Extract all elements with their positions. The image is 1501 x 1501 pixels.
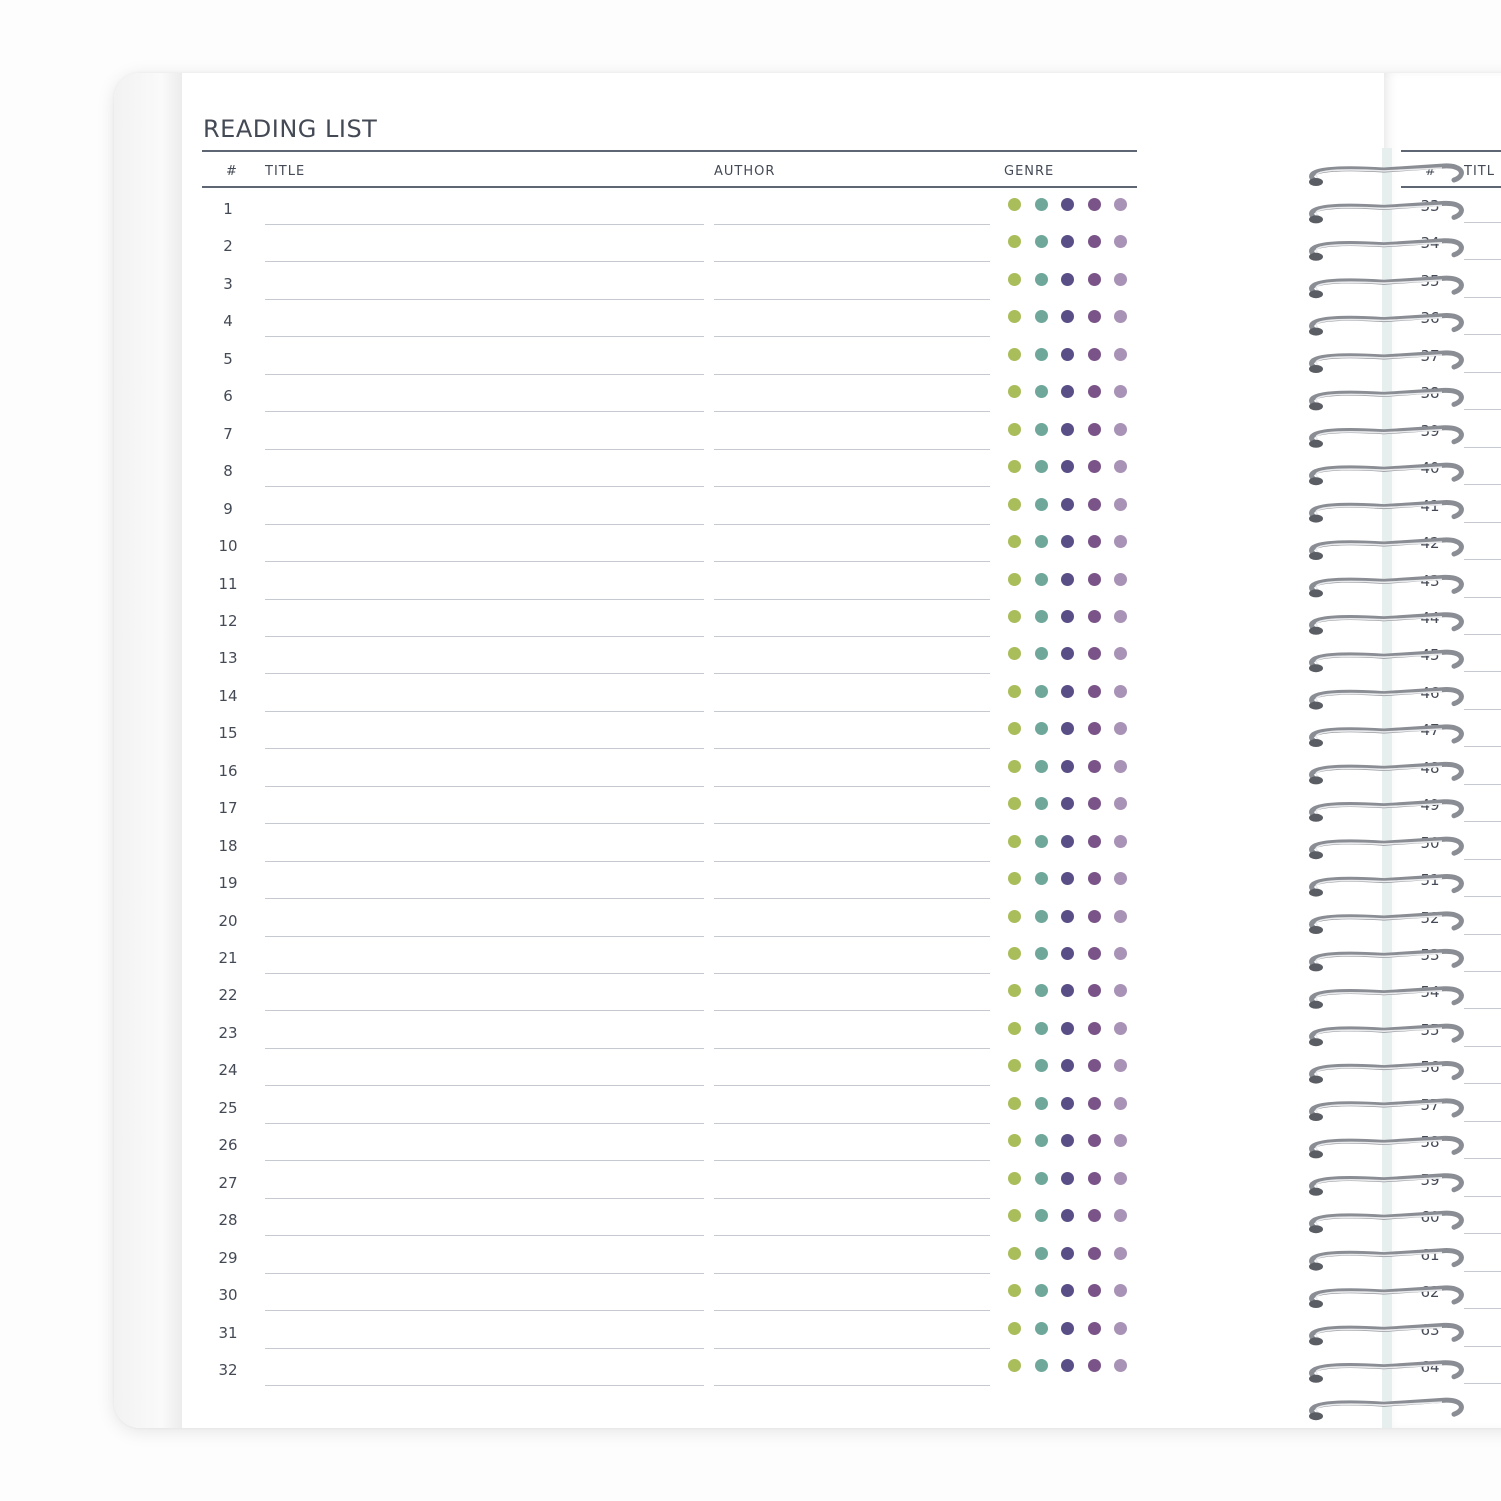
genre-dot[interactable]: [1035, 984, 1048, 997]
title-line[interactable]: [265, 299, 704, 300]
row-number: 47: [1420, 721, 1440, 740]
genre-dot[interactable]: [1088, 535, 1101, 548]
genre-dot[interactable]: [1088, 797, 1101, 810]
genre-dot[interactable]: [1088, 760, 1101, 773]
title-line[interactable]: [265, 261, 704, 262]
page-title: READING LIST: [203, 115, 378, 143]
genre-dot[interactable]: [1088, 1097, 1101, 1110]
row-number: 32: [218, 1360, 238, 1379]
row-number: 40: [1420, 459, 1440, 478]
genre-dot[interactable]: [1114, 1022, 1127, 1035]
row-number: 56: [1420, 1058, 1440, 1077]
genre-dot[interactable]: [1088, 910, 1101, 923]
genre-dot[interactable]: [1061, 348, 1074, 361]
author-line[interactable]: [714, 636, 990, 637]
row-number: 2: [223, 237, 233, 256]
row-number: 18: [218, 836, 238, 855]
genre-dot[interactable]: [1061, 1247, 1074, 1260]
genre-dot[interactable]: [1035, 535, 1048, 548]
genre-dot[interactable]: [1061, 910, 1074, 923]
genre-dot[interactable]: [1008, 835, 1021, 848]
genre-dot[interactable]: [1008, 1359, 1021, 1372]
genre-dot[interactable]: [1088, 947, 1101, 960]
row-number: 22: [218, 986, 238, 1005]
author-line[interactable]: [714, 1235, 990, 1236]
genre-dot[interactable]: [1088, 498, 1101, 511]
genre-dot[interactable]: [1035, 498, 1048, 511]
genre-dot[interactable]: [1008, 760, 1021, 773]
author-line[interactable]: [714, 936, 990, 937]
row-number: 13: [218, 649, 238, 668]
genre-dot[interactable]: [1035, 835, 1048, 848]
row-number: 15: [218, 724, 238, 743]
author-line[interactable]: [714, 599, 990, 600]
row-number: 49: [1420, 796, 1440, 815]
genre-dot[interactable]: [1035, 1359, 1048, 1372]
genre-dot[interactable]: [1088, 1209, 1101, 1222]
title-line[interactable]: [265, 936, 704, 937]
row-number: 23: [218, 1023, 238, 1042]
row-number: 21: [218, 949, 238, 967]
genre-dot[interactable]: [1061, 198, 1074, 211]
title-line[interactable]: [265, 636, 704, 637]
genre-dot[interactable]: [1035, 722, 1048, 735]
title-line[interactable]: [265, 336, 704, 337]
title-line[interactable]: [265, 1048, 704, 1049]
genre-dot[interactable]: [1114, 423, 1127, 436]
title-line[interactable]: [265, 673, 704, 674]
row-number: 25: [218, 1098, 238, 1117]
genre-dot[interactable]: [1088, 1247, 1101, 1260]
row-number: 42: [1420, 534, 1440, 553]
row-number: 57: [1420, 1095, 1440, 1114]
genre-dot[interactable]: [1088, 348, 1101, 361]
row-number: 30: [218, 1286, 238, 1305]
header-genre: GENRE: [1004, 164, 1055, 179]
row-number: 29: [218, 1248, 238, 1267]
genre-dot[interactable]: [1035, 760, 1048, 773]
row-number: 58: [1420, 1133, 1440, 1152]
row-number: 55: [1420, 1020, 1440, 1039]
author-line[interactable]: [714, 524, 990, 525]
title-line[interactable]: [265, 748, 704, 749]
genre-dot[interactable]: [1061, 535, 1074, 548]
genre-dot[interactable]: [1088, 610, 1101, 623]
row-number: 60: [1420, 1208, 1440, 1227]
genre-dot[interactable]: [1061, 423, 1074, 436]
author-line[interactable]: [714, 1273, 990, 1274]
row-number: 33: [1420, 197, 1440, 215]
title-line[interactable]: [265, 1385, 704, 1386]
genre-dot[interactable]: [1114, 760, 1127, 773]
spine-strip: [1382, 148, 1392, 1428]
row-number: 53: [1420, 946, 1440, 964]
title-line[interactable]: [265, 1085, 704, 1086]
genre-dot[interactable]: [1035, 573, 1048, 586]
author-line[interactable]: [714, 1123, 990, 1124]
genre-dot[interactable]: [1035, 1284, 1048, 1297]
row-number: 48: [1420, 758, 1440, 777]
row-number: 44: [1420, 608, 1440, 627]
genre-dot[interactable]: [1008, 573, 1021, 586]
genre-dot[interactable]: [1114, 685, 1127, 698]
right-header-title: TITL: [1464, 164, 1495, 179]
genre-dot[interactable]: [1035, 685, 1048, 698]
author-line[interactable]: [714, 1160, 990, 1161]
genre-dot[interactable]: [1035, 797, 1048, 810]
genre-dot[interactable]: [1008, 498, 1021, 511]
row-number: 27: [218, 1173, 238, 1192]
genre-dot[interactable]: [1088, 198, 1101, 211]
header-title: TITLE: [265, 164, 306, 179]
row-number: 38: [1420, 384, 1440, 403]
author-line[interactable]: [714, 374, 990, 375]
row-number: 61: [1420, 1245, 1440, 1264]
row-number: 14: [218, 686, 238, 705]
title-line[interactable]: [265, 411, 704, 412]
row-number: 3: [223, 274, 233, 293]
genre-dot[interactable]: [1088, 273, 1101, 286]
author-line[interactable]: [714, 336, 990, 337]
author-line[interactable]: [714, 1385, 990, 1386]
genre-dot[interactable]: [1088, 647, 1101, 660]
genre-dot[interactable]: [1088, 310, 1101, 323]
row-number: 35: [1420, 271, 1440, 290]
genre-dot[interactable]: [1008, 423, 1021, 436]
genre-dot[interactable]: [1114, 947, 1127, 960]
genre-dot[interactable]: [1008, 910, 1021, 923]
genre-dot[interactable]: [1035, 348, 1048, 361]
author-line[interactable]: [714, 898, 990, 899]
title-line[interactable]: [265, 1198, 704, 1199]
author-line[interactable]: [714, 449, 990, 450]
title-line[interactable]: [265, 1123, 704, 1124]
genre-dot[interactable]: [1114, 1322, 1127, 1335]
title-line[interactable]: [265, 711, 704, 712]
author-line[interactable]: [714, 748, 990, 749]
genre-dot[interactable]: [1061, 1322, 1074, 1335]
genre-dot[interactable]: [1114, 273, 1127, 286]
back-cover-edge: [114, 73, 182, 1428]
row-number: 26: [218, 1136, 238, 1155]
row-number: 19: [218, 874, 238, 893]
genre-dot[interactable]: [1035, 647, 1048, 660]
open-planner: [114, 73, 1501, 1428]
row-number: 41: [1420, 496, 1440, 515]
genre-dot[interactable]: [1114, 535, 1127, 548]
row-number: 6: [223, 387, 233, 406]
genre-dot[interactable]: [1114, 1097, 1127, 1110]
author-line[interactable]: [714, 486, 990, 487]
title-line[interactable]: [265, 524, 704, 525]
genre-dot[interactable]: [1008, 1322, 1021, 1335]
genre-dot[interactable]: [1088, 235, 1101, 248]
row-number: 45: [1420, 646, 1440, 665]
row-number: 28: [218, 1211, 238, 1230]
title-line[interactable]: [265, 561, 704, 562]
row-number: 43: [1420, 571, 1440, 590]
author-line[interactable]: [714, 299, 990, 300]
genre-dot[interactable]: [1088, 1284, 1101, 1297]
genre-dot[interactable]: [1114, 573, 1127, 586]
row-number: 12: [218, 611, 238, 630]
title-line[interactable]: [265, 786, 704, 787]
title-line[interactable]: [265, 449, 704, 450]
genre-dot[interactable]: [1088, 1022, 1101, 1035]
title-line[interactable]: [265, 861, 704, 862]
row-number: 36: [1420, 309, 1440, 328]
genre-dot[interactable]: [1008, 947, 1021, 960]
genre-dot[interactable]: [1035, 1097, 1048, 1110]
header-author: AUTHOR: [714, 164, 776, 179]
genre-dot[interactable]: [1035, 947, 1048, 960]
title-line[interactable]: [265, 1235, 704, 1236]
author-line[interactable]: [714, 561, 990, 562]
title-line[interactable]: [265, 973, 704, 974]
genre-dot[interactable]: [1061, 1172, 1074, 1185]
title-line[interactable]: [265, 224, 704, 225]
author-line[interactable]: [714, 973, 990, 974]
genre-dot[interactable]: [1114, 1247, 1127, 1260]
row-number: 9: [223, 499, 233, 518]
genre-dot[interactable]: [1088, 1172, 1101, 1185]
author-line[interactable]: [714, 224, 990, 225]
genre-dot[interactable]: [1061, 1284, 1074, 1297]
genre-dot[interactable]: [1114, 1284, 1127, 1297]
genre-dot[interactable]: [1114, 348, 1127, 361]
genre-dot[interactable]: [1061, 498, 1074, 511]
author-line[interactable]: [714, 786, 990, 787]
genre-dot[interactable]: [1035, 1172, 1048, 1185]
genre-dot[interactable]: [1035, 460, 1048, 473]
genre-dot[interactable]: [1088, 385, 1101, 398]
author-line[interactable]: [714, 1085, 990, 1086]
right-header-number: #: [1425, 164, 1437, 179]
genre-dot[interactable]: [1008, 1247, 1021, 1260]
row-number: 64: [1420, 1357, 1440, 1376]
header-number: #: [226, 164, 238, 179]
genre-dot[interactable]: [1008, 535, 1021, 548]
genre-dot[interactable]: [1088, 872, 1101, 885]
genre-dot[interactable]: [1061, 947, 1074, 960]
genre-dot[interactable]: [1035, 610, 1048, 623]
author-line[interactable]: [714, 1310, 990, 1311]
row-number: 11: [218, 574, 238, 593]
row-number: 5: [223, 349, 233, 368]
genre-dot[interactable]: [1088, 1359, 1101, 1372]
genre-dot[interactable]: [1008, 273, 1021, 286]
genre-dot[interactable]: [1061, 573, 1074, 586]
row-number: 20: [218, 911, 238, 930]
genre-dot[interactable]: [1088, 1134, 1101, 1147]
genre-dot[interactable]: [1008, 610, 1021, 623]
genre-dot[interactable]: [1088, 835, 1101, 848]
row-number: 39: [1420, 421, 1440, 440]
genre-dot[interactable]: [1114, 498, 1127, 511]
genre-dot[interactable]: [1061, 1097, 1074, 1110]
genre-dot[interactable]: [1114, 198, 1127, 211]
genre-dot[interactable]: [1114, 1172, 1127, 1185]
genre-dot[interactable]: [1008, 1097, 1021, 1110]
genre-dot[interactable]: [1061, 685, 1074, 698]
genre-dot[interactable]: [1088, 423, 1101, 436]
author-line[interactable]: [714, 861, 990, 862]
author-line[interactable]: [714, 1048, 990, 1049]
genre-dot[interactable]: [1061, 273, 1074, 286]
genre-dot[interactable]: [1114, 872, 1127, 885]
author-line[interactable]: [714, 1010, 990, 1011]
genre-dot[interactable]: [1114, 910, 1127, 923]
author-line[interactable]: [714, 673, 990, 674]
genre-dot[interactable]: [1035, 1134, 1048, 1147]
genre-dot[interactable]: [1088, 1322, 1101, 1335]
row-number: 54: [1420, 983, 1440, 1002]
genre-dot[interactable]: [1114, 1359, 1127, 1372]
row-number: 59: [1420, 1170, 1440, 1189]
author-line[interactable]: [714, 1348, 990, 1349]
genre-dot[interactable]: [1114, 610, 1127, 623]
genre-dot[interactable]: [1008, 1172, 1021, 1185]
genre-dot[interactable]: [1114, 835, 1127, 848]
row-number: 16: [218, 761, 238, 780]
title-line[interactable]: [265, 1348, 704, 1349]
title-line[interactable]: [265, 823, 704, 824]
genre-dot[interactable]: [1088, 984, 1101, 997]
genre-dot[interactable]: [1035, 310, 1048, 323]
row-number: 10: [218, 537, 238, 556]
genre-dot[interactable]: [1035, 1322, 1048, 1335]
genre-dot[interactable]: [1008, 1284, 1021, 1297]
title-rule: [202, 150, 1137, 152]
row-number: 7: [223, 424, 233, 443]
row-number: 24: [218, 1061, 238, 1080]
genre-dot[interactable]: [1035, 1022, 1048, 1035]
author-line[interactable]: [714, 823, 990, 824]
row-number: 4: [223, 312, 233, 331]
genre-dot[interactable]: [1035, 385, 1048, 398]
row-number: 52: [1420, 908, 1440, 927]
genre-dot[interactable]: [1035, 1209, 1048, 1222]
genre-dot[interactable]: [1088, 460, 1101, 473]
row-number: 51: [1420, 871, 1440, 890]
genre-dot[interactable]: [1035, 1247, 1048, 1260]
genre-dot[interactable]: [1061, 760, 1074, 773]
genre-dot[interactable]: [1008, 198, 1021, 211]
title-line[interactable]: [265, 486, 704, 487]
author-line[interactable]: [714, 1198, 990, 1199]
row-number: 46: [1420, 683, 1440, 702]
genre-dot[interactable]: [1008, 685, 1021, 698]
title-line[interactable]: [265, 898, 704, 899]
row-number: 63: [1420, 1320, 1440, 1339]
genre-dot[interactable]: [1088, 685, 1101, 698]
row-number: 50: [1420, 833, 1440, 852]
row-number: 62: [1420, 1283, 1440, 1302]
genre-dot[interactable]: [1035, 1059, 1048, 1072]
genre-dot[interactable]: [1035, 910, 1048, 923]
title-line[interactable]: [265, 1310, 704, 1311]
genre-dot[interactable]: [1088, 722, 1101, 735]
genre-dot[interactable]: [1008, 872, 1021, 885]
genre-dot[interactable]: [1061, 872, 1074, 885]
genre-dot[interactable]: [1035, 198, 1048, 211]
title-line[interactable]: [265, 599, 704, 600]
genre-dot[interactable]: [1061, 835, 1074, 848]
genre-dot[interactable]: [1061, 1022, 1074, 1035]
title-line[interactable]: [265, 1273, 704, 1274]
row-number: 34: [1420, 234, 1440, 253]
genre-dot[interactable]: [1061, 1359, 1074, 1372]
genre-dot[interactable]: [1035, 273, 1048, 286]
genre-dot[interactable]: [1035, 872, 1048, 885]
genre-dot[interactable]: [1008, 1022, 1021, 1035]
title-line[interactable]: [265, 1160, 704, 1161]
title-line[interactable]: [265, 1010, 704, 1011]
author-line[interactable]: [714, 261, 990, 262]
author-line[interactable]: [714, 711, 990, 712]
genre-dot[interactable]: [1061, 610, 1074, 623]
genre-dot[interactable]: [1035, 423, 1048, 436]
row-number: 31: [218, 1323, 238, 1342]
genre-dot[interactable]: [1035, 235, 1048, 248]
row-number: 8: [223, 462, 233, 481]
row-number: 17: [218, 799, 238, 818]
genre-dot[interactable]: [1008, 348, 1021, 361]
genre-dot[interactable]: [1088, 1059, 1101, 1072]
spiral-binding: [1294, 148, 1484, 1428]
genre-dot[interactable]: [1088, 573, 1101, 586]
title-line[interactable]: [265, 374, 704, 375]
row-number: 37: [1420, 346, 1440, 365]
row-number: 1: [223, 200, 233, 218]
author-line[interactable]: [714, 411, 990, 412]
header-rule: [202, 186, 1137, 188]
